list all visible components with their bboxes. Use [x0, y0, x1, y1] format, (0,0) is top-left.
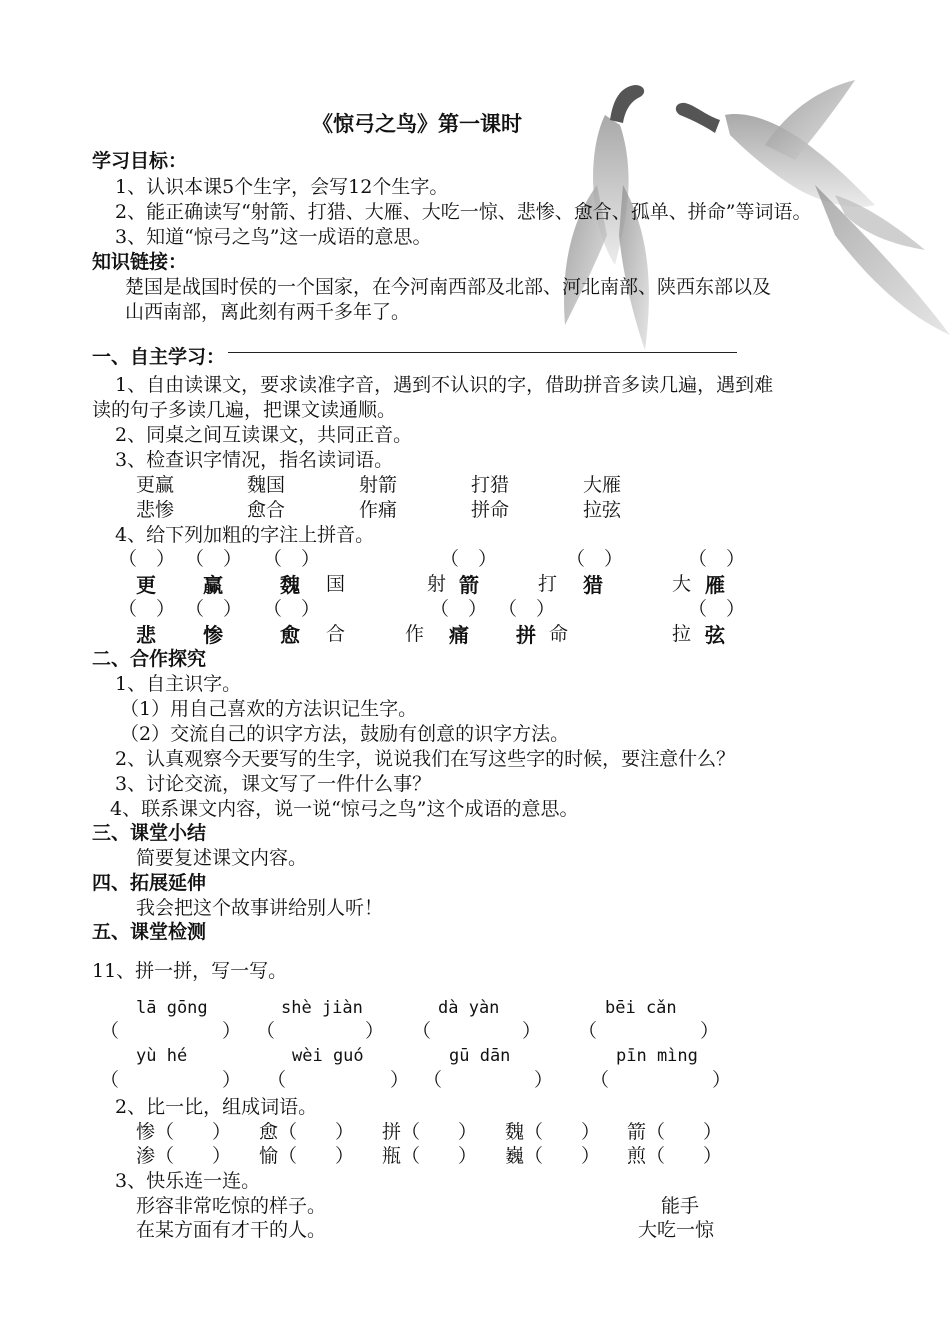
pinyin-blank[interactable]: （ ） — [430, 598, 488, 620]
match-right-item[interactable]: 大吃一惊 — [638, 1219, 715, 1241]
goal-item: 3、知道“惊弓之鸟”这一成语的意思。 — [115, 226, 432, 248]
bold-char: 魏 — [280, 573, 300, 597]
s5-question-3: 3、快乐连一连。 — [115, 1170, 261, 1192]
bold-char: 惨 — [203, 623, 223, 647]
bold-char: 愈 — [280, 623, 300, 647]
link-heading: 知识链接： — [92, 251, 188, 273]
pinyin-blank[interactable]: （ ） — [566, 548, 624, 570]
word: 更赢 — [136, 474, 175, 496]
s1-paragraph: 2、同桌之间互读课文，共同正音。 — [115, 424, 413, 446]
plain-char: 打 — [538, 573, 558, 595]
plain-char: 合 — [326, 623, 346, 645]
pinyin-blank[interactable]: （ ） — [498, 598, 556, 620]
answer-open[interactable]: （ — [590, 1069, 610, 1091]
plain-char: 射 — [427, 573, 447, 595]
answer-close: ） — [712, 1069, 732, 1091]
answer-close: ） — [365, 1020, 385, 1042]
s1-paragraph: 3、检查识字情况，指名读词语。 — [115, 449, 394, 471]
pinyin-blank[interactable]: （ ） — [263, 548, 321, 570]
pinyin-prompt: lā gōng — [136, 998, 208, 1018]
pinyin-blank[interactable]: （ ） — [440, 548, 498, 570]
match-left-item[interactable]: 在某方面有才干的人。 — [136, 1219, 327, 1241]
s4-text: 我会把这个故事讲给别人听！ — [136, 897, 384, 919]
answer-open[interactable]: （ — [256, 1020, 276, 1042]
match-right-item[interactable]: 能手 — [661, 1195, 700, 1217]
s2-item: 1、自主识字。 — [115, 673, 242, 695]
answer-open[interactable]: （ — [423, 1069, 443, 1091]
bold-char: 拼 — [516, 623, 536, 647]
pinyin-prompt: yù hé — [136, 1046, 188, 1066]
pinyin-prompt: bēi cǎn — [605, 998, 677, 1018]
compare-item[interactable]: 巍（ ） — [505, 1145, 601, 1167]
plain-char: 大 — [672, 573, 692, 595]
s1-paragraph: 4、给下列加粗的字注上拼音。 — [115, 524, 375, 546]
pinyin-blank[interactable]: （ ） — [118, 548, 176, 570]
word: 大雁 — [583, 474, 622, 496]
compare-item[interactable]: 瓶（ ） — [382, 1145, 478, 1167]
plain-char: 命 — [549, 623, 569, 645]
s5-question-1: 11、拼一拼，写一写。 — [92, 960, 288, 982]
compare-item[interactable]: 拼（ ） — [382, 1121, 478, 1143]
word: 魏国 — [247, 474, 286, 496]
s2-item: （2）交流自己的识字方法，鼓励有创意的识字方法。 — [120, 723, 570, 745]
compare-item[interactable]: 愈（ ） — [259, 1121, 355, 1143]
pinyin-prompt: shè jiàn — [281, 998, 363, 1018]
pinyin-prompt: pīn mìng — [616, 1046, 698, 1066]
answer-close: ） — [700, 1020, 720, 1042]
bold-char: 箭 — [459, 573, 479, 597]
compare-item[interactable]: 渗（ ） — [136, 1145, 232, 1167]
pinyin-prompt: gū dān — [449, 1046, 511, 1066]
pinyin-prompt: wèi guó — [292, 1046, 364, 1066]
pinyin-blank[interactable]: （ ） — [118, 598, 176, 620]
section-4-heading: 四、拓展延伸 — [92, 872, 207, 894]
link-line: 山西南部，离此刻有两千多年了。 — [125, 301, 411, 323]
word: 打猎 — [471, 474, 510, 496]
page-title: 《惊弓之鸟》第一课时 — [312, 111, 522, 136]
s2-item: 3、讨论交流，课文写了一件什么事？ — [115, 773, 432, 795]
section-2-heading: 二、合作探究 — [92, 648, 207, 670]
pinyin-blank[interactable]: （ ） — [263, 598, 321, 620]
pinyin-prompt: dà yàn — [438, 998, 500, 1018]
word: 作痛 — [359, 499, 398, 521]
s1-paragraph: 读的句子多读几遍，把课文读通顺。 — [92, 399, 397, 421]
answer-open[interactable]: （ — [100, 1020, 120, 1042]
compare-item[interactable]: 箭（ ） — [627, 1121, 723, 1143]
plain-char: 国 — [326, 573, 346, 595]
pinyin-blank[interactable]: （ ） — [185, 548, 243, 570]
plain-char: 作 — [405, 623, 425, 645]
compare-item[interactable]: 惨（ ） — [136, 1121, 232, 1143]
compare-item[interactable]: 煎（ ） — [627, 1145, 723, 1167]
answer-open[interactable]: （ — [267, 1069, 287, 1091]
word: 射箭 — [359, 474, 398, 496]
match-left-item[interactable]: 形容非常吃惊的样子。 — [136, 1195, 327, 1217]
section-1-heading: 一、自主学习： — [92, 348, 228, 367]
bold-char: 雁 — [705, 573, 725, 597]
bold-char: 赢 — [203, 573, 223, 597]
bold-char: 更 — [136, 573, 156, 597]
compare-item[interactable]: 魏（ ） — [505, 1121, 601, 1143]
compare-item[interactable]: 愉（ ） — [259, 1145, 355, 1167]
goal-item: 1、认识本课5个生字，会写12个生字。 — [115, 176, 449, 198]
word: 悲惨 — [136, 499, 175, 521]
bold-char: 弦 — [705, 623, 725, 647]
answer-close: ） — [222, 1020, 242, 1042]
answer-close: ） — [534, 1069, 554, 1091]
bold-char: 猎 — [583, 573, 603, 597]
word: 拼命 — [471, 499, 510, 521]
answer-open[interactable]: （ — [412, 1020, 432, 1042]
word: 拉弦 — [583, 499, 622, 521]
answer-close: ） — [522, 1020, 542, 1042]
plain-char: 拉 — [672, 623, 692, 645]
word: 愈合 — [247, 499, 286, 521]
s2-item: （1）用自己喜欢的方法识记生字。 — [120, 698, 418, 720]
link-line: 楚国是战国时侯的一个国家，在今河南西部及北部、河北南部、陕西东部以及 — [125, 276, 772, 298]
answer-close: ） — [390, 1069, 410, 1091]
pinyin-blank[interactable]: （ ） — [185, 598, 243, 620]
answer-open[interactable]: （ — [100, 1069, 120, 1091]
pinyin-blank[interactable]: （ ） — [688, 548, 746, 570]
pinyin-blank[interactable]: （ ） — [688, 598, 746, 620]
s1-paragraph: 1、自由读课文，要求读准字音，遇到不认识的字，借助拼音多读几遍，遇到难 — [115, 374, 774, 396]
s2-item: 4、联系课文内容，说一说“惊弓之鸟”这个成语的意思。 — [110, 798, 579, 820]
s3-text: 简要复述课文内容。 — [136, 847, 308, 869]
section-5-heading: 五、课堂检测 — [92, 921, 207, 943]
s2-item: 2、认真观察今天要写的生字，说说我们在写这些字的时候，要注意什么？ — [115, 748, 736, 770]
answer-open[interactable]: （ — [578, 1020, 598, 1042]
section-3-heading: 三、课堂小结 — [92, 822, 207, 844]
bold-char: 痛 — [449, 623, 469, 647]
s5-question-2: 2、比一比，组成词语。 — [115, 1096, 318, 1118]
answer-close: ） — [222, 1069, 242, 1091]
goal-item: 2、能正确读写“射箭、打猎、大雁、大吃一惊、悲惨、愈合、孤单、拼命”等词语。 — [115, 201, 812, 223]
goals-heading: 学习目标： — [92, 150, 188, 172]
bold-char: 悲 — [136, 623, 156, 647]
